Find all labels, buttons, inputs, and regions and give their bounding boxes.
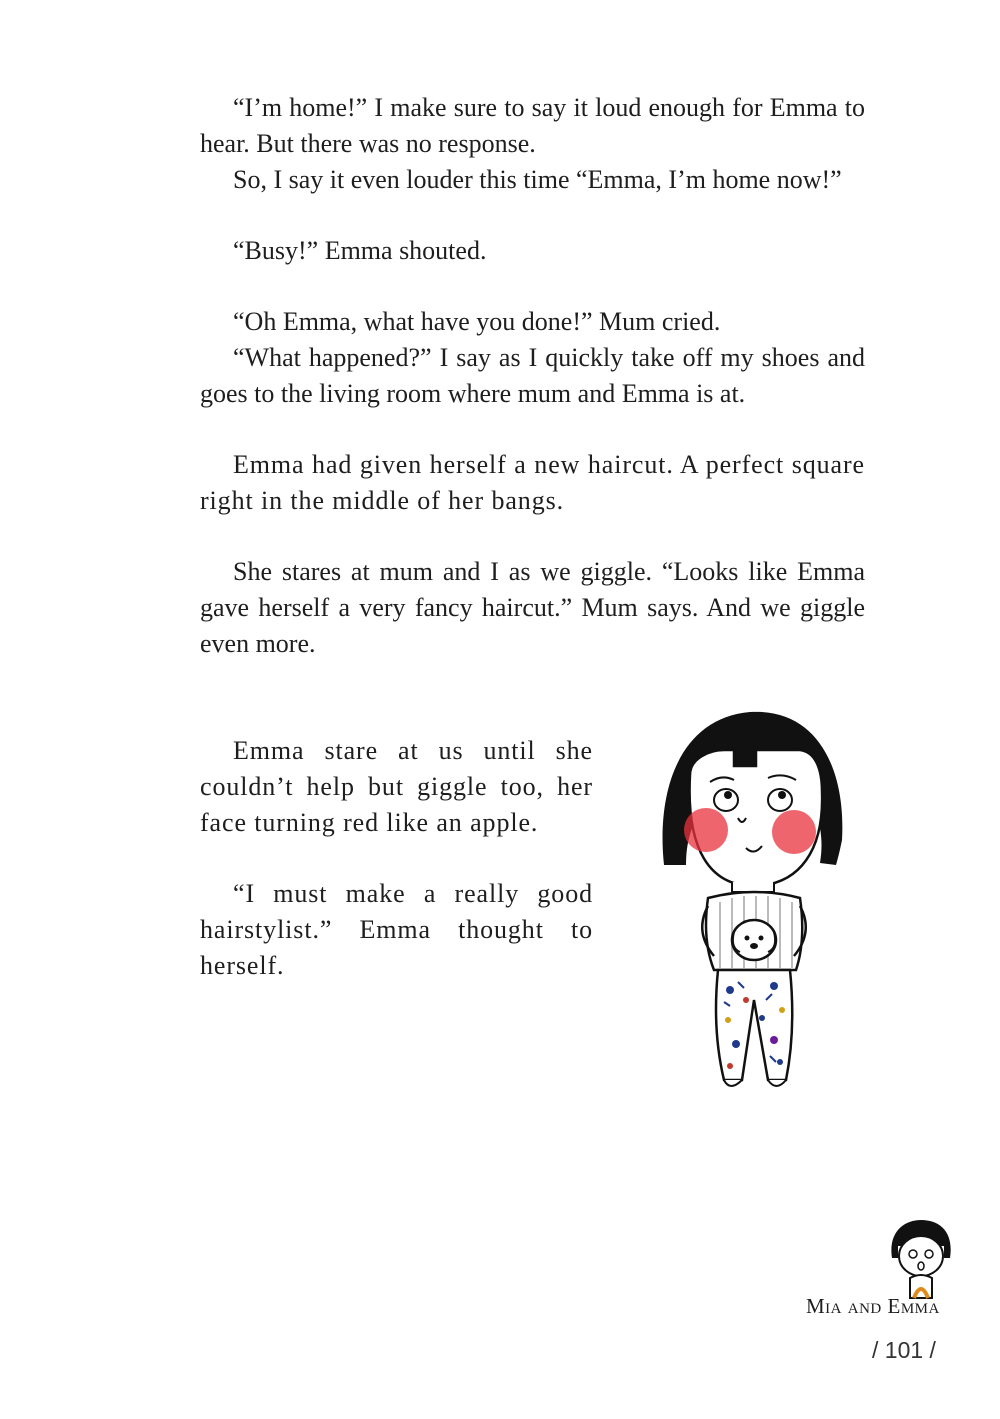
story-text-bottom <box>200 733 593 984</box>
girl-holding-puppy-illustration <box>650 700 860 1100</box>
paragraph-emma-stare: Emma stare at us until she couldn’t help but giggle too, her face turning red like an apple. <box>200 736 593 837</box>
book-brand-title: Mia and Emma <box>806 1294 940 1318</box>
paragraph-mum-cried: “Oh Emma, what have you done!” Mum cried. <box>233 307 721 336</box>
paragraph-what-happened: “What happened?” I say as I quickly take off my shoes and goes to the living room where mum and Emma is at. <box>200 343 865 408</box>
paragraph-haircut: Emma had given herself a new haircut. A perfect square right in the middle of her bangs. <box>200 450 865 515</box>
paragraph-giggle: She stares at mum and I as we giggle. “Looks like Emma gave herself a very fancy haircut.” Mum says. And we giggle even more. <box>200 557 865 658</box>
page-number: / 101 / <box>872 1337 936 1363</box>
paragraph-busy: “Busy!” Emma shouted. <box>233 236 487 265</box>
paragraph-hairstylist: “I must make a really good hairstylist.” Emma thought to herself. <box>200 879 593 980</box>
girl-mascot-icon <box>886 1218 956 1300</box>
paragraph-im-home: “I’m home!” I make sure to say it loud enough for Emma to hear. But there was no response. <box>200 93 865 158</box>
story-text-top <box>200 90 865 662</box>
paragraph-louder: So, I say it even louder this time “Emma, I’m home now!” <box>233 165 842 194</box>
